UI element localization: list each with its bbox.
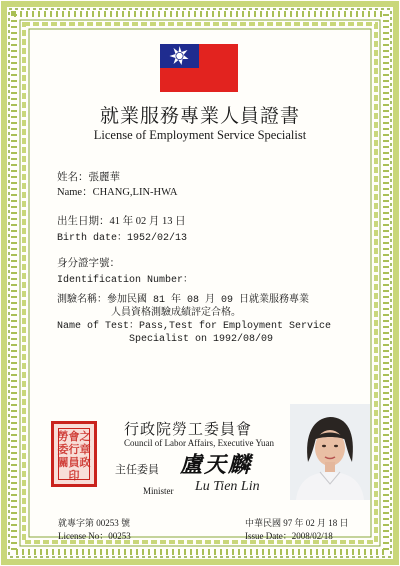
birth-date-chinese: 出生日期：41 年 02 月 13 日 bbox=[57, 216, 186, 227]
license-number-english: License No：00253 bbox=[58, 531, 131, 541]
flag bbox=[160, 44, 238, 92]
seal-text: 勞會之委行章關員政印 bbox=[57, 430, 91, 482]
minister-title-english: Minister bbox=[143, 486, 174, 496]
title-chinese: 就業服務專業人員證書 bbox=[99, 105, 300, 127]
portrait-icon bbox=[290, 404, 370, 500]
sun-icon bbox=[160, 44, 199, 68]
issue-date-english: Issue Date：2008/02/18 bbox=[245, 531, 333, 541]
name-english: Name：CHANG,LIN-HWA bbox=[57, 187, 178, 198]
council-name-chinese: 行政院勞工委員會 bbox=[124, 420, 253, 438]
birth-date-english: Birth date：1952/02/13 bbox=[57, 233, 188, 244]
test-name-english-line2: Specialist on 1992/08/09 bbox=[129, 334, 274, 345]
name-chinese: 姓名：張麗華 bbox=[57, 172, 120, 183]
test-name-chinese-line1: 測驗名稱：參加民國 81 年 08 月 09 日就業服務專業 bbox=[57, 295, 310, 306]
id-number-chinese: 身分證字號： bbox=[57, 258, 120, 269]
test-name-chinese-line2: 人員資格測驗成績評定合格。 bbox=[111, 308, 241, 319]
minister-signature-english: Lu Tien Lin bbox=[195, 479, 260, 494]
portrait-photo bbox=[290, 404, 370, 500]
issue-date-chinese: 中華民國 97 年 02 月 18 日 bbox=[245, 518, 349, 528]
id-number-english: Identification Number： bbox=[57, 275, 194, 286]
flag-canton bbox=[160, 44, 199, 68]
council-name-english: Council of Labor Affairs, Executive Yuan bbox=[124, 438, 274, 448]
official-seal bbox=[51, 421, 97, 487]
minister-title-chinese: 主任委員 bbox=[115, 463, 159, 476]
title-english: License of Employment Service Specialist bbox=[93, 128, 307, 142]
license-number-chinese: 就專字第 00253 號 bbox=[58, 518, 131, 528]
minister-signature-chinese: 盧天麟 bbox=[180, 452, 253, 478]
test-name-english-line1: Name of Test：Pass,Test for Employment Service bbox=[57, 321, 332, 332]
